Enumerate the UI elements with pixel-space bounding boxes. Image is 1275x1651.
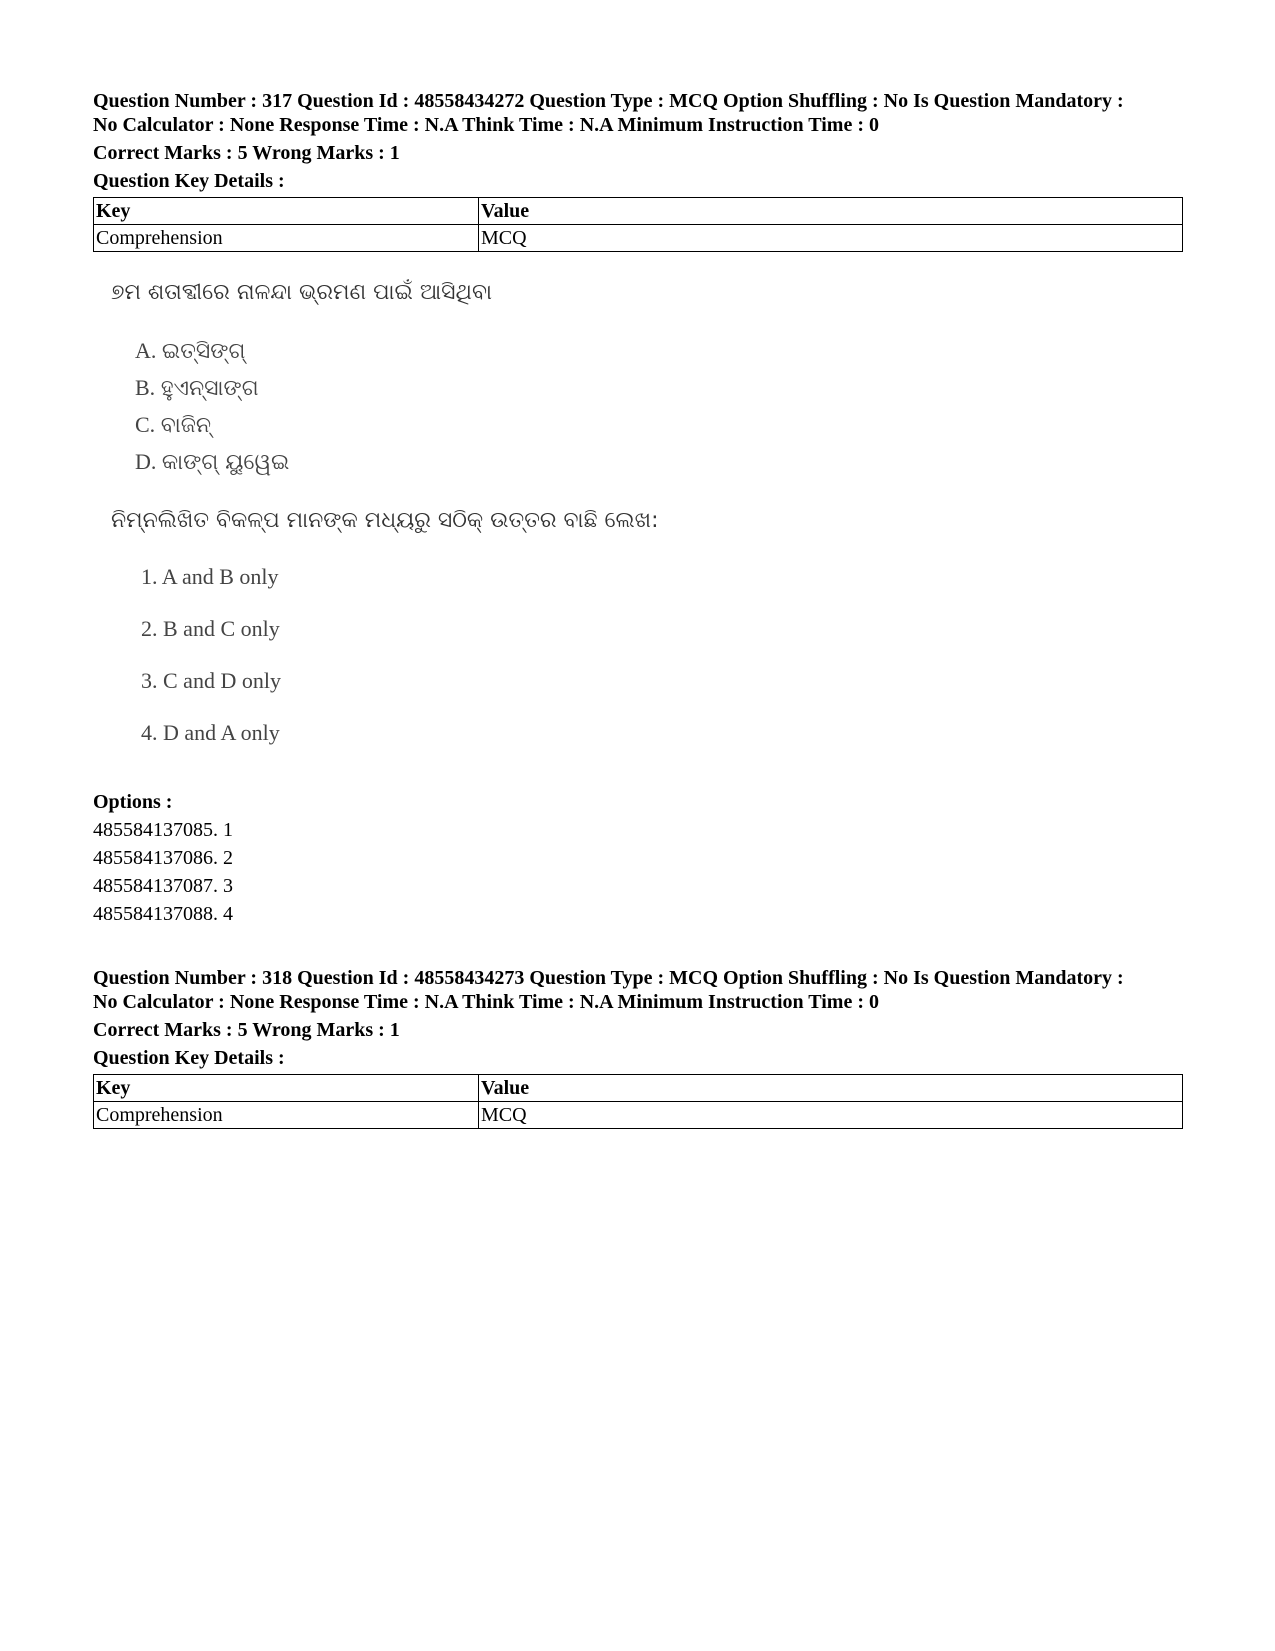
key-table-cell-value: MCQ (479, 1102, 1183, 1129)
question-header-line-1: Question Number : 318 Question Id : 48558434273 Question Type : MCQ Option Shuffling : No Is Question Mandatory : (93, 967, 1124, 989)
item-text: କାଙ୍ଗ୍ ୟୁୱେଇ (161, 450, 290, 475)
option-line-1: 485584137085. 1 (93, 819, 233, 841)
key-table-header-row (94, 198, 1183, 225)
question-header (93, 966, 1183, 1014)
question-header-line-1: Question Number : 317 Question Id : 48558434272 Question Type : MCQ Option Shuffling : No Is Question Mandatory : (93, 90, 1124, 112)
question-content (93, 280, 793, 780)
question-key-details-title: Question Key Details : (93, 1047, 285, 1069)
question-item-d (135, 449, 289, 475)
question-choice-3: 3. C and D only (141, 668, 281, 693)
item-letter: A. (135, 338, 157, 363)
question-choice-4: 4. D and A only (141, 720, 280, 745)
question-instruction: ନିମ୍ନଲିଖିତ ବିକଳ୍ପ ମାନଙ୍କ ମଧ୍ୟରୁ ସଠିକ୍ ଉତ୍ତର ବାଛି ଲେଖ: (111, 508, 659, 533)
question-key-table (93, 197, 1183, 252)
item-text: ହୁଏନ୍‌ସାଙ୍ଗ (160, 376, 259, 401)
question-choice-1: 1. A and B only (141, 564, 279, 589)
item-letter: D. (135, 449, 157, 474)
key-table-cell-value: MCQ (479, 225, 1183, 252)
question-header-line-2: No Calculator : None Response Time : N.A Think Time : N.A Minimum Instruction Time : 0 (93, 114, 879, 136)
question-318-block (93, 966, 1183, 1129)
key-table-header-row (94, 1075, 1183, 1102)
key-table-header-value: Value (479, 198, 1183, 225)
key-table-cell-key: Comprehension (94, 1102, 479, 1129)
key-table-row (94, 225, 1183, 252)
question-key-details-title: Question Key Details : (93, 170, 285, 192)
question-item-c (135, 412, 211, 438)
question-header (93, 89, 1183, 137)
key-table-header-key: Key (94, 1075, 479, 1102)
item-text: ଇତ୍ସିଙ୍ଗ୍ (161, 339, 246, 364)
question-marks: Correct Marks : 5 Wrong Marks : 1 (93, 142, 400, 164)
question-key-table (93, 1074, 1183, 1129)
key-table-row (94, 1102, 1183, 1129)
option-line-3: 485584137087. 3 (93, 875, 233, 897)
question-stem: ୭ମ ଶତାବ୍ଦୀରେ ନାଳନ୍ଦା ଭ୍ରମଣ ପାଇଁ ଆସିଥିବା (111, 280, 492, 305)
item-letter: C. (135, 412, 156, 437)
question-choice-2: 2. B and C only (141, 616, 280, 641)
question-header-line-2: No Calculator : None Response Time : N.A Think Time : N.A Minimum Instruction Time : 0 (93, 991, 879, 1013)
key-table-header-value: Value (479, 1075, 1183, 1102)
question-item-a (135, 338, 245, 364)
key-table-header-key: Key (94, 198, 479, 225)
key-table-cell-key: Comprehension (94, 225, 479, 252)
option-line-2: 485584137086. 2 (93, 847, 233, 869)
item-letter: B. (135, 375, 156, 400)
question-317-block (93, 89, 1183, 252)
question-item-b (135, 375, 259, 401)
item-text: ବାଜିନ୍ (160, 413, 212, 438)
question-marks: Correct Marks : 5 Wrong Marks : 1 (93, 1019, 400, 1041)
option-line-4: 485584137088. 4 (93, 903, 233, 925)
options-title: Options : (93, 791, 173, 813)
